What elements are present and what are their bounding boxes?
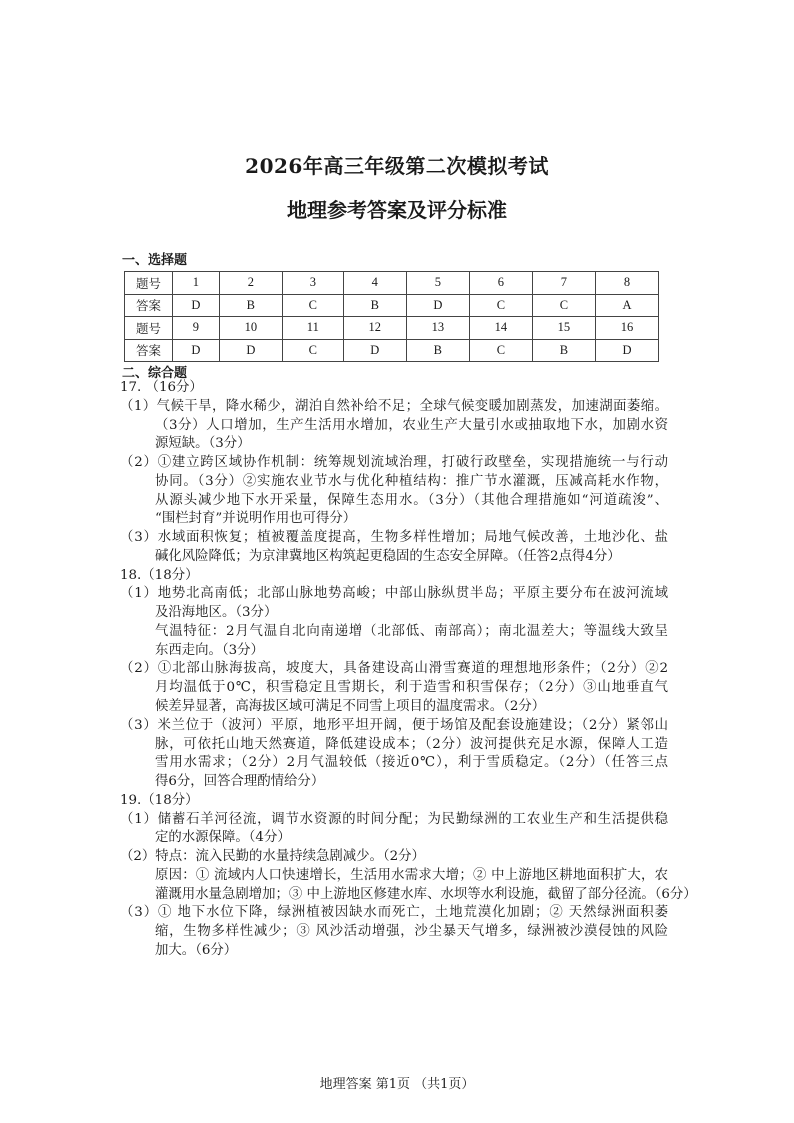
table-cell: D — [595, 339, 658, 362]
answer-line: （3分）人口增加，生产生活用水增加，农业生产大量引水或抽取地下水，加剧水资 — [155, 417, 668, 433]
row-label: 题号 — [125, 317, 173, 340]
answer-line: 加大。（6分） — [155, 942, 238, 958]
table-cell: 13 — [406, 317, 469, 340]
answer-line: 源短缺。（3分） — [155, 436, 251, 452]
answer-line: （2）特点：流入民勤的水量持续急剧减少。（2分） — [120, 849, 425, 865]
table-cell: 3 — [282, 272, 343, 295]
table-row — [125, 317, 659, 340]
answer-line: （1）气候干旱，降水稀少，湖泊自然补给不足；全球气候变暖加剧蒸发，加速湖面萎缩。 — [120, 398, 668, 414]
answer-line: （3）水域面积恢复；植被覆盖度提高，生物多样性增加；局地气候改善，土地沙化、盐 — [120, 530, 668, 546]
answer-line: （1）储蓄石羊河径流，调节水资源的时间分配；为民勤绿洲的工农业生产和生活提供稳 — [120, 811, 668, 827]
table-cell: D — [343, 339, 406, 362]
answer-table — [124, 271, 659, 362]
answer-line: 碱化风险降低；为京津冀地区构筑起更稳固的生态安全屏障。（任答2点得4分） — [155, 548, 621, 564]
table-cell: 16 — [595, 317, 658, 340]
table-cell: C — [469, 294, 532, 317]
answer-line: 气温特征：2月气温自北向南递增（北部低、南部高）；南北温差大；等温线大致呈 — [155, 623, 668, 639]
answer-line: 月均温低于0℃，积雪稳定且雪期长，利于造雪和积雪保存；（2分）③山地垂直气 — [155, 680, 668, 696]
table-cell: C — [282, 294, 343, 317]
page-footer: 地理答案 第1页 （共1页） — [319, 1077, 475, 1092]
table-cell: 1 — [173, 272, 220, 295]
answer-line: 原因：① 流域内人口快速增长，生活用水需求大增；② 中上游地区耕地面积扩大，农 — [155, 867, 668, 883]
table-cell: C — [532, 294, 595, 317]
answer-line: （3）① 地下水位下降，绿洲植被因缺水而死亡，土地荒漠化加剧；② 天然绿洲面积萎 — [120, 905, 668, 921]
comprehensive-answers — [120, 379, 697, 961]
row-label: 答案 — [125, 294, 173, 317]
table-cell: B — [532, 339, 595, 362]
row-label: 题号 — [125, 272, 173, 295]
table-cell: B — [343, 294, 406, 317]
answer-line: （2）①建立跨区域协作机制：统筹规划流域治理，打破行政壁垒，实现措施统一与行动 — [120, 455, 668, 471]
section-heading-comprehensive: 二、综合题 — [122, 366, 188, 381]
answer-line: 脉，可依托山地天然赛道，降低建设成本；（2分）波河提供充足水源，保障人工造 — [155, 736, 668, 752]
table-cell: 11 — [282, 317, 343, 340]
question-number: 19.（18分） — [120, 792, 199, 808]
answer-line: “围栏封育”并说明作用也可得分） — [155, 511, 357, 527]
table-cell: 10 — [219, 317, 282, 340]
answer-line: 得6分，回答合理酌情给分） — [155, 774, 325, 790]
answer-line: 从源头减少地下水开采量，保障生态用水。（3分）（其他合理措施如“河道疏浚”、 — [155, 492, 668, 508]
answer-line: 东西走向。（3分） — [155, 642, 264, 658]
answer-line: （2）①北部山脉海拔高，坡度大，具备建设高山滑雪赛道的理想地形条件；（2分）②2 — [120, 661, 668, 677]
table-cell: 6 — [469, 272, 532, 295]
table-cell: D — [406, 294, 469, 317]
answer-line: 及沿海地区。（3分） — [155, 605, 278, 621]
table-cell: 2 — [219, 272, 282, 295]
table-cell: 5 — [406, 272, 469, 295]
table-cell: 14 — [469, 317, 532, 340]
row-label: 答案 — [125, 339, 173, 362]
question-number: 17. （16分） — [120, 380, 203, 395]
table-cell: D — [173, 294, 220, 317]
table-cell: C — [469, 339, 532, 362]
answer-line: （3）米兰位于（波河）平原，地形平坦开阔，便于场馆及配套设施建设；（2分）紧邻山 — [120, 717, 668, 733]
table-cell: A — [595, 294, 658, 317]
document-title: 2026年高三年级第二次模拟考试 — [245, 154, 549, 178]
table-cell: 8 — [595, 272, 658, 295]
table-cell: C — [282, 339, 343, 362]
table-cell: 15 — [532, 317, 595, 340]
document-subtitle: 地理参考答案及评分标准 — [287, 198, 507, 222]
table-cell: D — [173, 339, 220, 362]
table-cell: 7 — [532, 272, 595, 295]
question-number: 18.（18分） — [120, 567, 199, 583]
table-cell: 4 — [343, 272, 406, 295]
table-row — [125, 294, 659, 317]
table-cell: B — [219, 294, 282, 317]
table-cell: D — [219, 339, 282, 362]
table-cell: B — [406, 339, 469, 362]
table-cell: 12 — [343, 317, 406, 340]
answer-line: 雪用水需求；（2分）2月气温较低（接近0℃），利于雪质稳定。（2分）（任答三点 — [155, 755, 668, 771]
section-heading-choice: 一、选择题 — [122, 253, 188, 268]
answer-line: （1）地势北高南低；北部山脉地势高峻；中部山脉纵贯半岛；平原主要分布在波河流域 — [120, 586, 668, 602]
table-row — [125, 272, 659, 295]
answer-line: 定的水源保障。（4分） — [155, 830, 291, 846]
answer-line: 灌溉用水量急剧增加；③ 中上游地区修建水库、水坝等水利设施，截留了部分径流。（6分） — [155, 886, 697, 902]
answer-line: 候差异显著，高海拔区域可满足不同雪上项目的温度需求。（2分） — [155, 699, 546, 715]
table-cell: 9 — [173, 317, 220, 340]
answer-line: 协同。（3分）②实施农业节水与优化种植结构：推广节水灌溉，压减高耗水作物， — [155, 473, 668, 489]
answer-line: 缩，生物多样性减少；③ 风沙活动增强，沙尘暴天气增多，绿洲被沙漠侵蚀的风险 — [155, 924, 668, 940]
table-row — [125, 339, 659, 362]
